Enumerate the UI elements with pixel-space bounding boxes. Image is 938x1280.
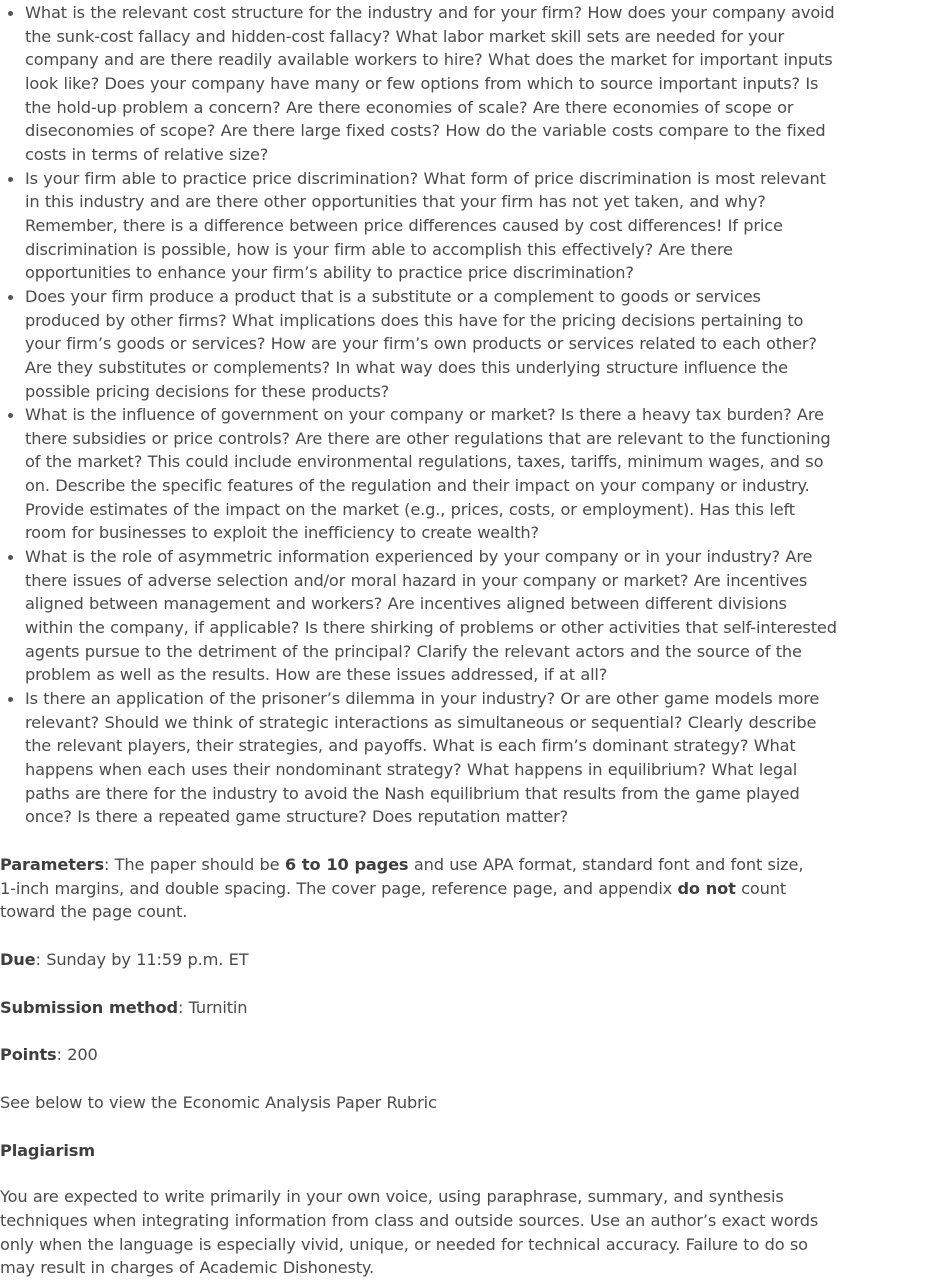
bullet-icon (8, 413, 13, 418)
due-paragraph (0, 948, 840, 972)
plagiarism-body: You are expected to write primarily in your own voice, using paraphrase, summary, and synthesis techniques when integrating information from class and outside sources. Use an author’s exact words only when the language is especially vivid, unique, or needed for technical accuracy. Failure to do so may result in charges of Academic Dishonesty. (0, 1187, 819, 1278)
plagiarism-heading-paragraph (0, 1139, 840, 1163)
bullet-icon (8, 697, 13, 702)
submission-method-paragraph (0, 996, 840, 1020)
points-value: : 200 (56, 1045, 98, 1065)
bullet-icon (8, 555, 13, 560)
parameters-text: : The paper should be (103, 854, 285, 874)
parameters-text: count toward the page count. (0, 878, 787, 922)
question-text: What is the relevant cost structure for the industry and for your firm? How does your company avoid the sunk-cost fallacy and hidden-cost fallacy? What labor market skill sets are needed for your company and are there readily available workers to hire? What does the market for important inputs look like? Does your company have many or few options from which to source important inputs? Is the hold-up problem a concern? Are there economies of scale? Are there economies of scope or diseconomies of scope? Are there large fixed costs? How do the variable costs compare to the fixed costs in terms of relative size? (25, 3, 835, 164)
bullet-icon (8, 295, 13, 300)
parameters-label: Parameters (0, 854, 104, 874)
question-text: What is the role of asymmetric information experienced by your company or in your industry? Are there issues of adverse selection and/or moral hazard in your company or market? Are incentives aligned between management and workers? Are incentives aligned between different divisions within the company, if applicable? Is there shirking of problems or other activities that self-interested agents pursue to the detriment of the principal? Clarify the relevant actors and the source of the problem as well as the results. How are these issues addressed, if at all? (25, 547, 837, 685)
parameters-text: and use APA format, standard font and font size, 1-inch margins, and double spacing. The cover page, reference page, and appendix (0, 854, 804, 898)
list-item (0, 403, 840, 545)
do-not-emphasis: do not (677, 878, 736, 898)
submission-method-label: Submission method (0, 997, 178, 1017)
plagiarism-heading: Plagiarism (0, 1140, 95, 1160)
list-item (0, 545, 840, 687)
parameters-paragraph (0, 853, 815, 924)
list-item (0, 167, 840, 285)
bullet-icon (8, 11, 13, 16)
question-text: What is the influence of government on your company or market? Is there a heavy tax burden? Are there subsidies or price controls? Are there are other regulations that are relevant to the functioning of the market? This could include environmental regulations, taxes, tariffs, minimum wages, and so on. Describe the specific features of the regulation and their impact on your company or industry. Provide estimates of the impact on the market (e.g., prices, costs, or employment). Has this left room for businesses to exploit the inefficiency to create wealth? (25, 405, 831, 543)
points-paragraph (0, 1043, 840, 1067)
list-item (0, 687, 840, 829)
list-item (0, 1, 840, 167)
submission-method-value: : Turnitin (177, 997, 248, 1017)
due-value: : Sunday by 11:59 p.m. ET (35, 949, 249, 969)
question-text: Is there an application of the prisoner’s dilemma in your industry? Or are other game models more relevant? Should we think of strategic interactions as simultaneous or sequential? Clearly describe the relevant players, their strategies, and payoffs. What is each firm’s dominant strategy? What happens when each uses their nondominant strategy? What happens in equilibrium? What legal paths are there for the industry to avoid the Nash equilibrium that results from the game played once? Is there a repeated game structure? Does reputation matter? (25, 689, 820, 827)
rubric-note: See below to view the Economic Analysis Paper Rubric (0, 1092, 437, 1112)
bullet-icon (8, 177, 13, 182)
question-text: Does your firm produce a product that is a substitute or a complement to goods or services produced by other firms? What implications does this have for the pricing decisions pertaining to your firm’s goods or services? How are your firm’s own products or services related to each other? Are they substitutes or complements? In what way does this underlying structure influence the possible pricing decisions for these products? (25, 286, 817, 401)
points-label: Points (0, 1045, 57, 1065)
page-count-emphasis: 6 to 10 pages (284, 854, 409, 874)
question-text: Is your firm able to practice price discrimination? What form of price discrimination is most relevant in this industry and are there other opportunities that your firm has not yet taken, and why? Remember, there is a difference between price differences caused by cost differences! If price discrimination is possible, how is your firm able to accomplish this effectively? Are there opportunities to enhance your firm’s ability to practice price discrimination? (25, 168, 826, 283)
list-item (0, 285, 840, 403)
due-label: Due (0, 949, 36, 969)
